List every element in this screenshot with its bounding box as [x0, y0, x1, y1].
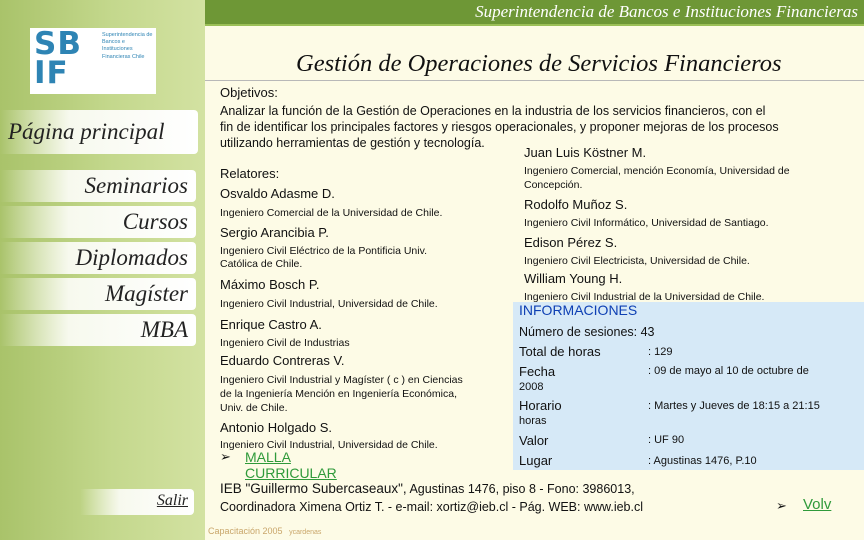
nav-cursos[interactable] [0, 206, 196, 238]
logo-letters-bottom: IF [34, 55, 69, 91]
speaker-name: Osvaldo Adasme D. [220, 186, 335, 201]
footer-address-rest: Agustinas 1476, piso 8 - Fono: 3986013, [406, 482, 635, 496]
curriculum-link-line: MALLA [245, 449, 291, 465]
speaker-desc: Ingeniero Civil Informático, Universidad de Santiago. [524, 217, 769, 229]
back-link[interactable]: Volv [803, 496, 832, 513]
speaker-desc: Ingeniero Civil Industrial, Universidad de Chile. [220, 439, 438, 451]
speaker-name: Eduardo Contreras V. [220, 353, 345, 368]
info-value: : 129 [648, 346, 673, 358]
speakers-label: Relatores: [220, 166, 280, 181]
nav-mba[interactable] [0, 314, 196, 346]
speaker-desc: Católica de Chile. [220, 258, 303, 270]
arrow-right-icon: ➢ [776, 498, 787, 513]
speaker-desc: Ingeniero Civil Industrial, Universidad de Chile. [220, 298, 438, 310]
speaker-name: Juan Luis Köstner M. [524, 145, 647, 160]
nav-home-label: Página principal [8, 119, 165, 144]
footer-address [220, 481, 635, 496]
header-divider [205, 24, 864, 26]
objectives-label: Objetivos: [220, 85, 278, 100]
nav-diplomados-label: Diplomados [75, 245, 188, 270]
info-label: Fecha [519, 364, 556, 379]
logo-letters-top: SB [34, 26, 82, 62]
info-value: : 09 de mayo al 10 de octubre de [648, 365, 809, 377]
footer-institute: IEB "Guillermo Subercaseaux", [220, 481, 407, 496]
speaker-desc: Ingeniero Comercial, mención Economía, Universidad de [524, 165, 790, 177]
speaker-desc: Ingeniero Civil Industrial y Magíster ( c ) en Ciencias [220, 374, 463, 386]
speaker-desc: Concepción. [524, 179, 583, 191]
logo-text: Superintendencia de Bancos e Instituciones Financieras Chile [102, 32, 153, 60]
info-label: Horario [519, 398, 562, 413]
speaker-name: Máximo Bosch P. [220, 277, 320, 292]
objectives-line: fin de identificar los principales factores y riesgos operacionales, y proponer mejoras de los procesos [220, 120, 779, 134]
logo-letters [34, 26, 96, 91]
footer-contact: Coordinadora Ximena Ortiz T. - e-mail: xortiz@ieb.cl - Pág. WEB: www.ieb.cl [220, 500, 644, 514]
info-label: Valor [519, 433, 549, 448]
info-value-extra: horas [519, 415, 547, 427]
speaker-desc: Ingeniero Civil de Industrias [220, 337, 350, 349]
nav-seminarios[interactable] [0, 170, 196, 202]
speaker-desc: de la Ingeniería Mención en Ingeniería Económica, [220, 388, 457, 400]
speaker-desc: Ingeniero Comercial de la Universidad de Chile. [220, 207, 443, 219]
nav-diplomados[interactable] [0, 242, 196, 274]
nav-home[interactable] [0, 110, 198, 154]
speaker-desc: Ingeniero Civil Electricista, Universidad de Chile. [524, 255, 750, 267]
footer-credit-author: ycardenas [289, 529, 322, 536]
speaker-name: William Young H. [524, 271, 623, 286]
arrow-right-icon: ➢ [220, 449, 231, 464]
info-value: : Agustinas 1476, P.10 [648, 455, 757, 467]
footer-credit [208, 526, 321, 536]
nav-seminarios-label: Seminarios [84, 173, 188, 198]
curriculum-link-line: CURRICULAR [245, 465, 337, 481]
info-label: Total de horas [519, 344, 601, 359]
speaker-name: Enrique Castro A. [220, 317, 322, 332]
info-label: Lugar [519, 453, 553, 468]
speaker-desc: Ingeniero Civil Industrial de la Universidad de Chile. [524, 291, 765, 303]
nav-magister[interactable] [0, 278, 196, 310]
nav-magister-label: Magíster [104, 281, 188, 306]
info-sessions: Número de sesiones: 43 [519, 325, 655, 339]
org-name: Superintendencia de Bancos e Instituciones Financieras [475, 2, 858, 21]
info-value: : Martes y Jueves de 18:15 a 21:15 [648, 400, 820, 412]
speaker-desc: Univ. de Chile. [220, 402, 288, 414]
page-title: Gestión de Operaciones de Servicios Financieros [296, 50, 782, 77]
speaker-name: Rodolfo Muñoz S. [524, 197, 628, 212]
info-value-extra: 2008 [519, 381, 544, 393]
info-title: INFORMACIONES [519, 302, 638, 318]
info-value: : UF 90 [648, 434, 685, 446]
nav-mba-label: MBA [140, 317, 188, 342]
objectives-line: Analizar la función de la Gestión de Operaciones en la industria de los servicios financieros, con el [220, 104, 766, 118]
exit-button-label: Salir [156, 492, 188, 509]
footer-credit-label: Capacitación 2005 [208, 526, 283, 536]
exit-button[interactable] [80, 489, 194, 515]
speaker-name: Edison Pérez S. [524, 235, 618, 250]
speaker-name: Sergio Arancibia P. [220, 225, 329, 240]
title-divider [205, 80, 864, 81]
nav-cursos-label: Cursos [122, 209, 188, 234]
speaker-desc: Ingeniero Civil Eléctrico de la Pontificia Univ. [220, 245, 427, 257]
speaker-name: Antonio Holgado S. [220, 420, 333, 435]
objectives-line: utilizando herramientas de gestión y tecnología. [220, 136, 485, 150]
sbif-logo [30, 28, 156, 94]
curriculum-link[interactable] [245, 449, 355, 481]
